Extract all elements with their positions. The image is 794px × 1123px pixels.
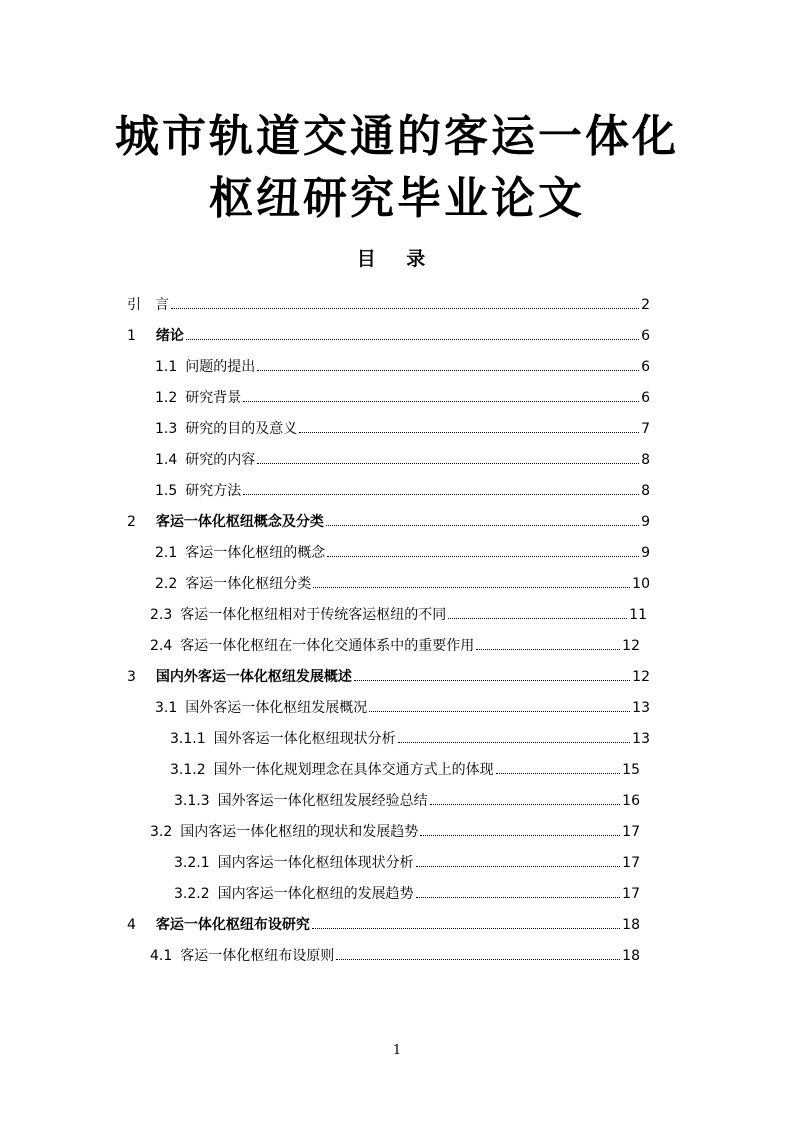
toc-entry[interactable] (155, 357, 650, 377)
toc-dot-leader (430, 804, 621, 805)
toc-entry-label: 研究背景 (185, 390, 242, 406)
toc-dot-leader (326, 525, 639, 526)
toc-entry-page: 18 (622, 917, 640, 933)
toc-heading: 目 录 (356, 248, 438, 270)
toc-dot-leader (243, 494, 639, 495)
toc-entry-label: 国外客运一体化枢纽发展经验总结 (217, 793, 428, 809)
toc-entry-page: 13 (632, 700, 650, 716)
toc-entry-page: 8 (641, 483, 650, 499)
toc-dot-leader (257, 370, 639, 371)
toc-entry-number: 2.4 (150, 638, 173, 654)
toc-entry-number: 3.2 (150, 824, 173, 840)
toc-entry-number: 2.2 (155, 576, 178, 592)
toc-entry-page: 16 (622, 793, 640, 809)
toc-entry-number: 4.1 (150, 948, 173, 964)
toc-entry-label: 国内外客运一体化枢纽发展概述 (155, 669, 352, 685)
toc-entry[interactable] (174, 791, 640, 811)
toc-entry-label: 国内客运一体化枢纽的发展趋势 (217, 886, 414, 902)
toc-dot-leader (313, 587, 630, 588)
toc-dot-leader (448, 618, 627, 619)
toc-entry[interactable] (155, 574, 650, 594)
toc-entry[interactable] (155, 450, 650, 470)
toc-dot-leader (336, 959, 620, 960)
toc-entry-page: 9 (641, 545, 650, 561)
toc-entry-number: 1.1 (155, 359, 178, 375)
toc-dot-leader (476, 649, 620, 650)
toc-entry-number: 3 (127, 669, 136, 685)
toc-entry-number: 1.2 (155, 390, 178, 406)
toc-entry-label: 国外客运一体化枢纽现状分析 (213, 731, 396, 747)
toc-entry-label: 引 言 (127, 297, 169, 313)
page-number: 1 (392, 1043, 402, 1058)
toc-dot-leader (257, 463, 639, 464)
toc-entry-label: 研究方法 (185, 483, 242, 499)
toc-entry-label: 客运一体化枢纽布设研究 (155, 917, 310, 933)
toc-entry-page: 17 (622, 855, 640, 871)
toc-entry[interactable] (174, 853, 640, 873)
toc-entry-number: 1.4 (155, 452, 178, 468)
toc-entry[interactable] (155, 481, 650, 501)
toc-dot-leader (243, 401, 639, 402)
toc-dot-leader (398, 742, 631, 743)
toc-entry[interactable] (127, 295, 650, 315)
toc-entry-number: 1.3 (155, 421, 178, 437)
toc-dot-leader (496, 773, 621, 774)
toc-entry-number: 3.2.2 (174, 886, 210, 902)
toc-entry[interactable] (150, 946, 640, 966)
toc-entry-label: 客运一体化枢纽概念及分类 (155, 514, 324, 530)
toc-entry-page: 8 (641, 452, 650, 468)
toc-entry-page: 9 (641, 514, 650, 530)
toc-entry-page: 6 (641, 359, 650, 375)
toc-dot-leader (312, 928, 620, 929)
toc-entry-number: 3.1 (155, 700, 178, 716)
toc-entry-label: 国外一体化规划理念在具体交通方式上的体现 (213, 762, 494, 778)
toc-entry-page: 2 (641, 297, 650, 313)
toc-entry-number: 3.1.1 (170, 731, 206, 747)
toc-entry-number: 1 (127, 328, 136, 344)
toc-entry[interactable] (127, 512, 650, 532)
toc-entry-page: 11 (629, 607, 647, 623)
toc-entry-label: 国外客运一体化枢纽发展概况 (185, 700, 368, 716)
toc-entry-page: 7 (641, 421, 650, 437)
toc-entry-label: 绪论 (155, 328, 184, 344)
toc-entry[interactable] (127, 915, 640, 935)
toc-entry-label: 问题的提出 (185, 359, 256, 375)
toc-entry-label: 研究的内容 (185, 452, 256, 468)
toc-entry-label: 客运一体化枢纽分类 (185, 576, 312, 592)
toc-entry-page: 17 (622, 824, 640, 840)
toc-entry-page: 15 (622, 762, 640, 778)
toc-dot-leader (299, 432, 639, 433)
toc-entry-page: 6 (641, 328, 650, 344)
toc-dot-leader (327, 556, 639, 557)
toc-entry-label: 国内客运一体化枢纽体现状分析 (217, 855, 414, 871)
toc-entry-number: 3.2.1 (174, 855, 210, 871)
toc-entry-page: 6 (641, 390, 650, 406)
toc-entry-page: 17 (622, 886, 640, 902)
toc-entry-page: 18 (622, 948, 640, 964)
toc-entry-number: 1.5 (155, 483, 178, 499)
toc-entry-label: 客运一体化枢纽布设原则 (180, 948, 335, 964)
toc-dot-leader (416, 866, 621, 867)
document-title-line-1: 城市轨道交通的客运一体化 (115, 111, 679, 162)
toc-entry[interactable] (150, 822, 640, 842)
toc-entry[interactable] (150, 636, 640, 656)
toc-dot-leader (416, 897, 621, 898)
toc-entry[interactable] (155, 543, 650, 563)
toc-entry[interactable] (170, 760, 640, 780)
toc-entry[interactable] (170, 729, 650, 749)
toc-entry[interactable] (174, 884, 640, 904)
toc-entry[interactable] (155, 419, 650, 439)
toc-entry[interactable] (127, 667, 650, 687)
toc-entry-label: 客运一体化枢纽的概念 (185, 545, 326, 561)
toc-dot-leader (186, 339, 639, 340)
toc-dot-leader (369, 711, 630, 712)
toc-entry-label: 研究的目的及意义 (185, 421, 298, 437)
toc-entry-number: 2.3 (150, 607, 173, 623)
toc-entry-page: 13 (632, 731, 650, 747)
toc-dot-leader (171, 308, 639, 309)
toc-entry-number: 3.1.2 (170, 762, 206, 778)
toc-entry[interactable] (155, 388, 650, 408)
toc-entry[interactable] (150, 605, 647, 625)
toc-entry-number: 2 (127, 514, 136, 530)
document-title-line-2: 枢纽研究毕业论文 (209, 173, 585, 224)
toc-entry[interactable] (127, 326, 650, 346)
toc-entry-label: 客运一体化枢纽相对于传统客运枢纽的不同 (180, 607, 447, 623)
toc-entry-label: 国内客运一体化枢纽的现状和发展趋势 (180, 824, 419, 840)
toc-entry-label: 客运一体化枢纽在一体化交通体系中的重要作用 (180, 638, 475, 654)
toc-entry-number: 4 (127, 917, 136, 933)
toc-dot-leader (354, 680, 630, 681)
toc-entry-number: 2.1 (155, 545, 178, 561)
toc-entry-page: 12 (622, 638, 640, 654)
toc-entry-number: 3.1.3 (174, 793, 210, 809)
toc-entry[interactable] (155, 698, 650, 718)
toc-entry-page: 10 (632, 576, 650, 592)
toc-dot-leader (420, 835, 620, 836)
toc-entry-page: 12 (632, 669, 650, 685)
